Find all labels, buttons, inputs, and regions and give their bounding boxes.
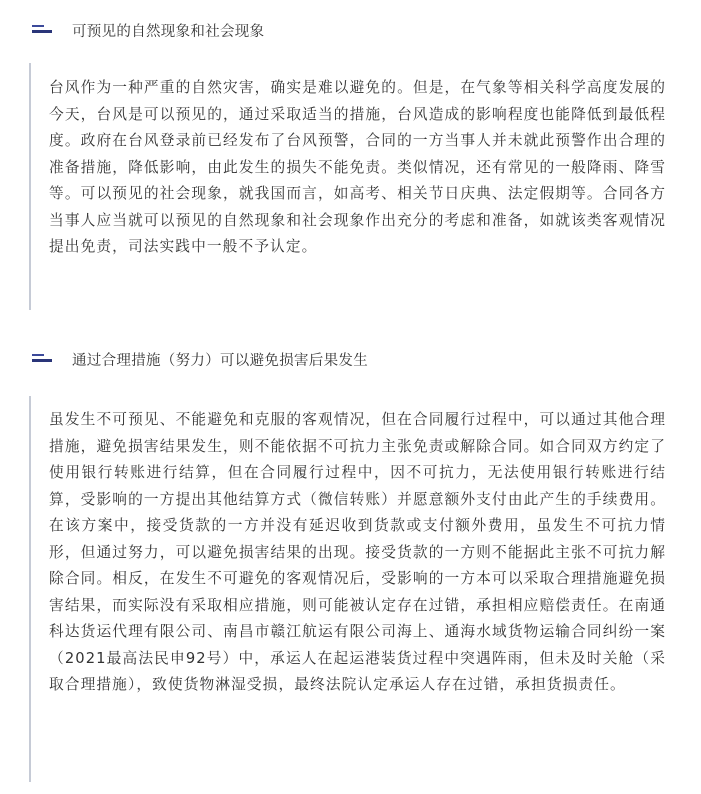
section-body: 虽发生不可预见、不能避免和克服的客观情况，但在合同履行过程中，可以通过其他合理措施，避免损害结果发生，则不能依据不可抗力主张免责或解除合同。如合同双方约定了使用银行转账进行结算，但在合同履行过程中，因不可抗力，无法使用银行转账进行结算，受影响的一方提出其他结算方式（微信转账）并愿意额外支付由此产生的手续费用。在该方案中，接受货款的一方并没有延迟收到货款或支付额外费用，虽发生不可抗力情形，但通过努力，可以避免损害结果的出现。接受货款的一方则不能据此主张不可抗力解除合同。相反，在发生不可避免的客观情况后，受影响的一方本可以采取合理措施避免损害结果，而实际没有采取相应措施，则可能被认定存在过错，承担相应赔偿责任。在南通科达货运代理有限公司、南昌市赣江航运有限公司海上、通海水域货物运输合同纠纷一案（2021最高法民申92号）中，承运人在起运港装货过程中突遇阵雨，但未及时关舱（采取合理措施），致使货物淋湿受损，最终法院认定承运人存在过错，承担货损责任。 bbox=[49, 411, 666, 693]
quote-block-reasonable-measures bbox=[29, 396, 670, 782]
section-body: 台风作为一种严重的自然灾害，确实是难以避免的。但是，在气象等相关科学高度发展的今天，台风是可以预见的，通过采取适当的措施，台风造成的影响程度也能降低到最低程度。政府在台风登录前已经发布了台风预警，合同的一方当事人并未就此预警作出合理的准备措施，降低影响，由此发生的损失不能免责。类似情况，还有常见的一般降雨、降雪等。可以预见的社会现象，就我国而言，如高考、相关节日庆典、法定假期等。合同各方当事人应当就可以预见的自然现象和社会现象作出充分的考虑和准备，如就该类客观情况提出免责，司法实践中一般不予认定。 bbox=[49, 79, 666, 255]
quote-block-foreseeable bbox=[29, 63, 670, 310]
heading-bars-icon bbox=[32, 24, 56, 36]
section-title: 可预见的自然现象和社会现象 bbox=[72, 23, 265, 40]
section-heading-reasonable-measures bbox=[32, 348, 368, 370]
section-heading-foreseeable bbox=[32, 19, 264, 41]
section-title: 通过合理措施（努力）可以避免损害后果发生 bbox=[72, 352, 368, 369]
heading-bars-icon bbox=[32, 353, 56, 365]
